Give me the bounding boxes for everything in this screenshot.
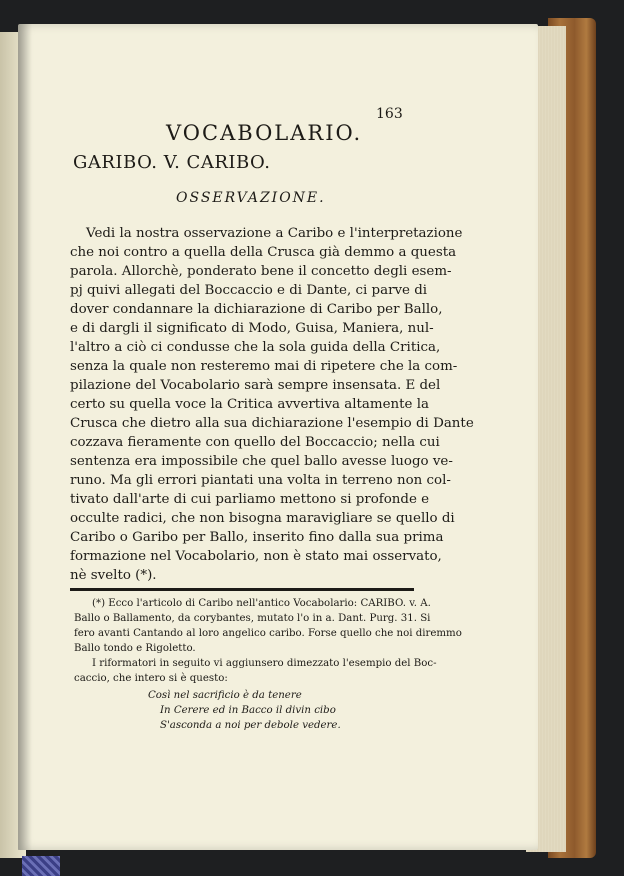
footnote-line: I riformatori in seguito vi aggiunsero dimezzato l'esempio del Boc-	[92, 658, 437, 669]
body-line: pilazione del Vocabolario sarà sempre insensata. E del	[70, 378, 441, 393]
body-line: tivato dall'arte di cui parliamo mettono si profonde e	[70, 492, 430, 507]
bookmark-ribbon	[22, 856, 60, 876]
verse-line: Così nel sacrificio è da tenere	[148, 690, 302, 701]
body-line: e di dargli il significato di Modo, Guisa, Maniera, nul-	[70, 321, 434, 336]
body-line: Crusca che dietro alla sua dichiarazione l'esempio di Dante	[70, 416, 474, 431]
body-line: dover condannare la dichiarazione di Caribo per Ballo,	[70, 302, 443, 317]
body-line: l'altro a ciò ci condusse che la sola guida della Critica,	[70, 340, 441, 355]
page-fold-shadow	[18, 24, 32, 850]
entry-heading: GARIBO. V. CARIBO.	[73, 152, 271, 173]
running-header: VOCABOLARIO.	[166, 121, 363, 145]
footnote-rule	[70, 588, 414, 591]
body-line: pj quivi allegati del Boccaccio e di Dante, ci parve di	[70, 283, 428, 298]
body-line: formazione nel Vocabolario, non è stato mai osservato,	[70, 549, 442, 564]
body-line: cozzava fieramente con quello del Boccaccio; nella cui	[70, 435, 440, 450]
body-line: runo. Ma gli errori piantati una volta in terreno non col-	[70, 473, 451, 488]
body-line: Caribo o Garibo per Ballo, inserito fino dalla sua prima	[70, 530, 444, 545]
body-line: Vedi la nostra osservazione a Caribo e l'interpretazione	[86, 226, 463, 241]
footnote-line: fero avanti Cantando al loro angelico caribo. Forse quello che noi diremmo	[74, 628, 462, 639]
verse-line: In Cerere ed in Bacco il divin cibo	[160, 705, 336, 716]
verse-line: S'asconda a noi per debole vedere.	[160, 720, 341, 731]
body-line: occulte radici, che non bisogna maravigliare se quello di	[70, 511, 455, 526]
footnote-line: caccio, che intero si è questo:	[74, 673, 228, 684]
body-line: parola. Allorchè, ponderato bene il concetto degli esem-	[70, 264, 452, 279]
body-line: certo su quella voce la Critica avvertiva altamente la	[70, 397, 429, 412]
section-heading: OSSERVAZIONE.	[176, 190, 326, 206]
footnote-line: Ballo o Ballamento, da corybantes, mutato l'o in a. Dant. Purg. 31. Si	[74, 613, 431, 624]
body-line: sentenza era impossibile che quel ballo avesse luogo ve-	[70, 454, 453, 469]
body-line: nè svelto (*).	[70, 568, 157, 583]
body-line: senza la quale non resteremo mai di ripetere che la com-	[70, 359, 458, 374]
footnote-line: (*) Ecco l'articolo di Caribo nell'antico Vocabolario: CARIBO. v. A.	[92, 598, 431, 609]
body-line: che noi contro a quella della Crusca già demmo a questa	[70, 245, 457, 260]
footnote-line: Ballo tondo e Rigoletto.	[74, 643, 196, 654]
page-number: 163	[376, 106, 403, 122]
